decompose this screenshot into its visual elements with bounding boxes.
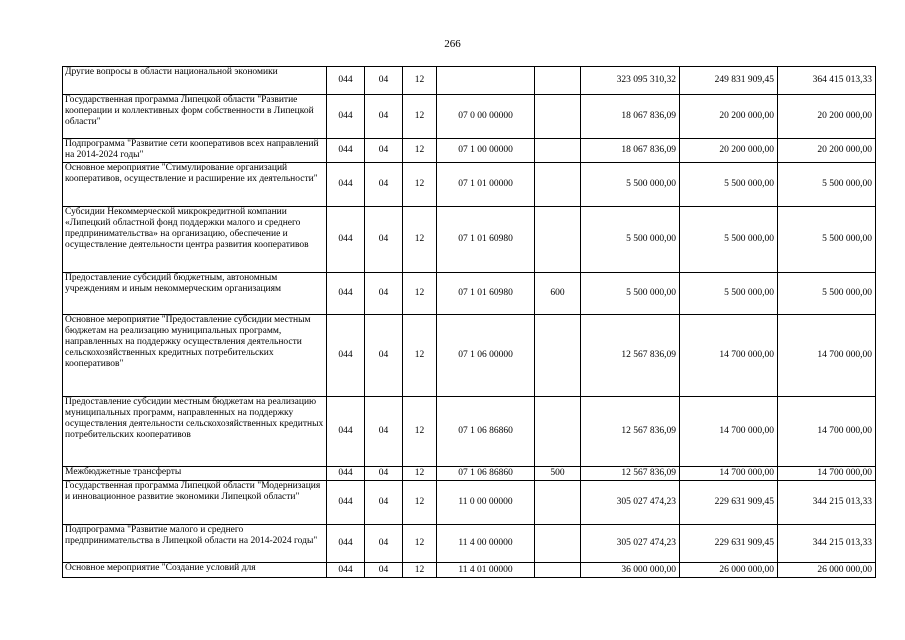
amount-year-3: 5 500 000,00: [778, 163, 876, 207]
target-item-code: 07 0 00 00000: [437, 95, 535, 139]
expense-type-code: [535, 67, 581, 95]
ministry-code: 044: [327, 467, 365, 481]
target-item-code: 07 1 01 60980: [437, 207, 535, 273]
target-item-code: [437, 67, 535, 95]
amount-year-3: 26 000 000,00: [778, 563, 876, 578]
amount-year-1: 305 027 474,23: [581, 481, 680, 525]
amount-year-3: 14 700 000,00: [778, 315, 876, 397]
section-code: 04: [365, 95, 403, 139]
table-row: [63, 525, 876, 563]
section-code: 04: [365, 67, 403, 95]
expense-type-code: [535, 207, 581, 273]
row-description: Государственная программа Липецкой области "Модернизация и инновационное развитие экономики Липецкой области": [63, 481, 327, 525]
ministry-code: 044: [327, 163, 365, 207]
amount-year-1: 18 067 836,09: [581, 95, 680, 139]
expense-type-code: [535, 481, 581, 525]
amount-year-2: 249 831 909,45: [680, 67, 778, 95]
amount-year-2: 20 200 000,00: [680, 139, 778, 163]
subsection-code: 12: [403, 397, 437, 467]
amount-year-3: 5 500 000,00: [778, 207, 876, 273]
table-row: [63, 95, 876, 139]
ministry-code: 044: [327, 273, 365, 315]
subsection-code: 12: [403, 563, 437, 578]
section-code: 04: [365, 273, 403, 315]
amount-year-1: 36 000 000,00: [581, 563, 680, 578]
expense-type-code: [535, 95, 581, 139]
row-description: Основное мероприятие "Создание условий для: [63, 563, 327, 578]
amount-year-3: 344 215 013,33: [778, 525, 876, 563]
subsection-code: 12: [403, 315, 437, 397]
section-code: 04: [365, 397, 403, 467]
target-item-code: 07 1 01 60980: [437, 273, 535, 315]
amount-year-1: 5 500 000,00: [581, 163, 680, 207]
expense-type-code: [535, 563, 581, 578]
subsection-code: 12: [403, 139, 437, 163]
target-item-code: 07 1 06 86860: [437, 467, 535, 481]
expense-type-code: [535, 397, 581, 467]
subsection-code: 12: [403, 481, 437, 525]
expense-type-code: 500: [535, 467, 581, 481]
ministry-code: 044: [327, 525, 365, 563]
row-description: Подпрограмма "Развитие малого и среднего предпринимательства в Липецкой области на 2014-2024 годы": [63, 525, 327, 563]
target-item-code: 07 1 00 00000: [437, 139, 535, 163]
amount-year-2: 229 631 909,45: [680, 481, 778, 525]
section-code: 04: [365, 315, 403, 397]
row-description: Другие вопросы в области национальной экономики: [63, 67, 327, 95]
amount-year-1: 12 567 836,09: [581, 467, 680, 481]
row-description: Предоставление субсидий бюджетным, автономным учреждениям и иным некоммерческим организациям: [63, 273, 327, 315]
amount-year-1: 5 500 000,00: [581, 273, 680, 315]
amount-year-2: 14 700 000,00: [680, 315, 778, 397]
subsection-code: 12: [403, 273, 437, 315]
amount-year-3: 5 500 000,00: [778, 273, 876, 315]
target-item-code: 07 1 06 86860: [437, 397, 535, 467]
amount-year-1: 18 067 836,09: [581, 139, 680, 163]
amount-year-3: 20 200 000,00: [778, 139, 876, 163]
table-row: [63, 163, 876, 207]
target-item-code: 07 1 06 00000: [437, 315, 535, 397]
expense-type-code: [535, 139, 581, 163]
section-code: 04: [365, 139, 403, 163]
row-description: Субсидии Некоммерческой микрокредитной компании «Липецкий областной фонд поддержки малого и среднего предпринимательства» на организацию, обеспечение и осуществление деятельности центра развития кооперативов: [63, 207, 327, 273]
amount-year-3: 364 415 013,33: [778, 67, 876, 95]
table-row: [63, 207, 876, 273]
table-row: [63, 139, 876, 163]
table-row: [63, 563, 876, 578]
amount-year-3: 344 215 013,33: [778, 481, 876, 525]
ministry-code: 044: [327, 207, 365, 273]
table-row: [63, 397, 876, 467]
amount-year-2: 5 500 000,00: [680, 273, 778, 315]
ministry-code: 044: [327, 481, 365, 525]
expense-type-code: [535, 163, 581, 207]
amount-year-2: 14 700 000,00: [680, 467, 778, 481]
amount-year-1: 12 567 836,09: [581, 397, 680, 467]
amount-year-1: 305 027 474,23: [581, 525, 680, 563]
expense-type-code: [535, 525, 581, 563]
amount-year-2: 5 500 000,00: [680, 163, 778, 207]
subsection-code: 12: [403, 95, 437, 139]
table-row: [63, 273, 876, 315]
ministry-code: 044: [327, 397, 365, 467]
row-description: Государственная программа Липецкой области "Развитие кооперации и коллективных форм собственности в Липецкой области": [63, 95, 327, 139]
table-row: [63, 67, 876, 95]
amount-year-2: 26 000 000,00: [680, 563, 778, 578]
target-item-code: 11 4 00 00000: [437, 525, 535, 563]
section-code: 04: [365, 525, 403, 563]
table-row: [63, 481, 876, 525]
ministry-code: 044: [327, 95, 365, 139]
expense-type-code: [535, 315, 581, 397]
row-description: Основное мероприятие "Предоставление субсидии местным бюджетам на реализацию муниципальных программ, направленных на поддержку осуществления деятельности сельскохозяйственных кредитных потребительских кооперативов": [63, 315, 327, 397]
subsection-code: 12: [403, 525, 437, 563]
row-description: Основное мероприятие "Стимулирование организаций кооперативов, осуществление и расширение их деятельности": [63, 163, 327, 207]
subsection-code: 12: [403, 467, 437, 481]
amount-year-3: 14 700 000,00: [778, 397, 876, 467]
amount-year-3: 14 700 000,00: [778, 467, 876, 481]
ministry-code: 044: [327, 315, 365, 397]
amount-year-2: 229 631 909,45: [680, 525, 778, 563]
target-item-code: 11 4 01 00000: [437, 563, 535, 578]
row-description: Подпрограмма "Развитие сети кооперативов всех направлений на 2014-2024 годы": [63, 139, 327, 163]
table-row: [63, 315, 876, 397]
amount-year-2: 14 700 000,00: [680, 397, 778, 467]
subsection-code: 12: [403, 163, 437, 207]
amount-year-2: 5 500 000,00: [680, 207, 778, 273]
ministry-code: 044: [327, 139, 365, 163]
section-code: 04: [365, 163, 403, 207]
row-description: Межбюджетные трансферты: [63, 467, 327, 481]
page-number: 266: [444, 38, 461, 50]
amount-year-1: 5 500 000,00: [581, 207, 680, 273]
amount-year-1: 323 095 310,32: [581, 67, 680, 95]
ministry-code: 044: [327, 563, 365, 578]
subsection-code: 12: [403, 207, 437, 273]
target-item-code: 11 0 00 00000: [437, 481, 535, 525]
section-code: 04: [365, 207, 403, 273]
section-code: 04: [365, 563, 403, 578]
subsection-code: 12: [403, 67, 437, 95]
target-item-code: 07 1 01 00000: [437, 163, 535, 207]
ministry-code: 044: [327, 67, 365, 95]
amount-year-1: 12 567 836,09: [581, 315, 680, 397]
section-code: 04: [365, 481, 403, 525]
budget-table: [62, 66, 876, 578]
section-code: 04: [365, 467, 403, 481]
table-row: [63, 467, 876, 481]
expense-type-code: 600: [535, 273, 581, 315]
amount-year-2: 20 200 000,00: [680, 95, 778, 139]
row-description: Предоставление субсидии местным бюджетам на реализацию муниципальных программ, направленных на поддержку осуществления деятельности сельскохозяйственных кредитных потребительских кооперативов: [63, 397, 327, 467]
amount-year-3: 20 200 000,00: [778, 95, 876, 139]
table-body: [63, 67, 876, 578]
